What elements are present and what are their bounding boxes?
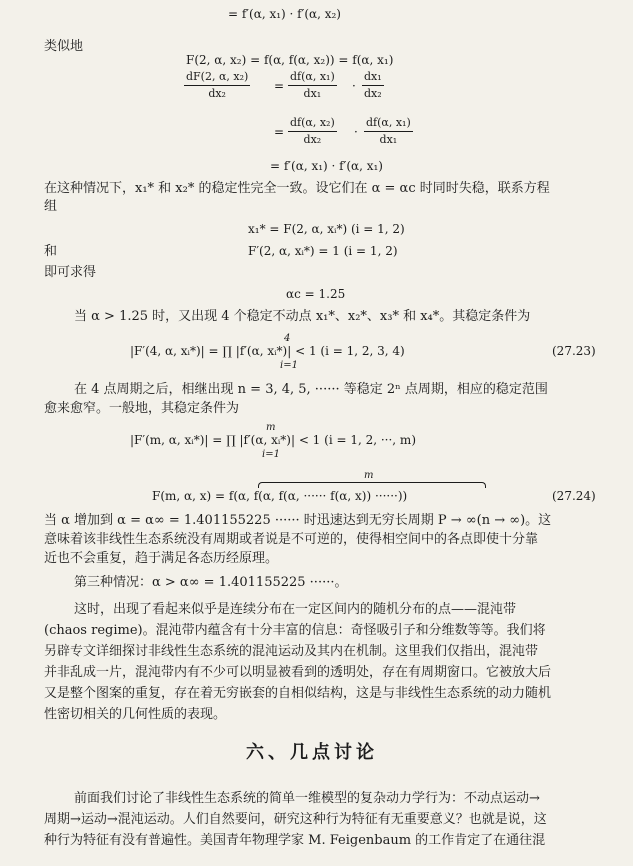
fraction — [184, 70, 250, 101]
fraction-bar — [362, 85, 384, 86]
equation-line: |F′(4, α, xᵢ*)| = ∏ |f′(α, xᵢ*)| < 1 (i = 1, 2, 3, 4) — [130, 344, 405, 358]
text-line: 第三种情况：α > α∞ = 1.401155225 ······。 — [74, 575, 348, 590]
equals-sign: = — [274, 79, 285, 93]
fraction-denominator: dx₂ — [364, 87, 382, 100]
text-line: 另辟专文详细探讨非线性生态系统的混沌运动及其内在机制。这里我们仅指出，混沌带 — [44, 644, 539, 659]
fraction-bar — [288, 85, 337, 86]
fraction — [362, 70, 384, 101]
text-line: 和 — [44, 244, 58, 259]
text-line: 周期→运动→混沌运动。人们自然要问，研究这种行为特征有无重要意义？也就是说，这 — [44, 812, 547, 827]
text-line: 在这种情况下，x₁* 和 x₂* 的稳定性完全一致。设它们在 α = αc 时同时失稳，联系方程 — [44, 181, 550, 196]
fraction-bar — [184, 85, 250, 86]
equation-line: αc = 1.25 — [286, 287, 346, 301]
text-line: 前面我们讨论了非线性生态系统的简单一维模型的复杂动力学行为：不动点运动→ — [74, 791, 540, 806]
text-line: 近也不会重复，趋于满足各态历经原理。 — [44, 551, 279, 566]
dot-operator: · — [352, 79, 356, 93]
fraction-bar — [288, 131, 337, 132]
fraction-denominator: dx₂ — [303, 133, 322, 146]
text-line: 组 — [44, 199, 58, 214]
fraction-numerator: dx₁ — [364, 70, 382, 83]
fraction-denominator: dx₁ — [303, 87, 322, 100]
fraction — [364, 116, 413, 147]
equation-line: |F′(m, α, xᵢ*)| = ∏ |f′(α, xᵢ*)| < 1 (i = 1, 2, ···, m) — [130, 433, 416, 447]
equation-line: = f′(α, x₁) · f′(α, x₁) — [270, 159, 383, 173]
equation-line: x₁* = F(2, α, xᵢ*) (i = 1, 2) — [248, 222, 405, 236]
product-upper-limit: m — [266, 422, 276, 433]
equation-number: (27.23) — [552, 344, 596, 358]
text-line: 又是整个图案的重复，存在着无穷嵌套的自相似结构，这是与非线性生态系统的动力随机 — [44, 686, 552, 701]
fraction-numerator: df(α, x₁) — [290, 70, 335, 83]
product-upper-limit: 4 — [284, 333, 291, 344]
text-line: 种行为特征有没有普遍性。美国青年物理学家 M. Feigenbaum 的工作肯定了在通往混 — [44, 833, 546, 848]
text-line: 类似地 — [44, 39, 84, 54]
text-line: 当 α > 1.25 时，又出现 4 个稳定不动点 x₁*、x₂*、x₃* 和 x₄*。其稳定条件为 — [74, 309, 531, 324]
text-line: 这时，出现了看起来似乎是连续分布在一定区间内的随机分布的点——混沌带 — [74, 602, 517, 617]
equation-line: F(m, α, x) = f(α, f(α, f(α, ······ f(α, x)) ······)) — [152, 489, 408, 503]
text-line: (chaos regime)。混沌带内蕴含有十分丰富的信息：奇怪吸引子和分维数等等。我们将 — [44, 623, 546, 638]
fraction — [288, 70, 337, 101]
equation-line: = f′(α, x₁) · f′(α, x₂) — [228, 7, 341, 21]
text-line: 愈来愈窄。一般地，其稳定条件为 — [44, 401, 240, 416]
product-lower-limit: i=1 — [280, 360, 298, 371]
equation-line: F(2, α, x₂) = f(α, f(α, x₂)) = f(α, x₁) — [186, 53, 394, 67]
fraction-denominator: dx₁ — [379, 133, 398, 146]
equals-sign: = — [274, 125, 285, 139]
text-line: 并非乱成一片，混沌带内有不少可以明显被看到的透明处，存在有周期窗口。它被放大后 — [44, 665, 552, 680]
text-line: 即可求得 — [44, 265, 97, 280]
section-heading: 六、几点讨论 — [246, 742, 378, 763]
text-line: 当 α 增加到 α = α∞ = 1.401155225 ······ 时迅速达到无穷长周期 P → ∞(n → ∞)。这 — [44, 513, 552, 528]
product-lower-limit: i=1 — [262, 449, 280, 460]
fraction-denominator: dx₂ — [208, 87, 226, 100]
fraction-numerator: df(α, x₁) — [366, 116, 411, 129]
equation-line: F′(2, α, xᵢ*) = 1 (i = 1, 2) — [248, 244, 398, 258]
brace-label: m — [364, 470, 374, 481]
fraction-numerator: df(α, x₂) — [290, 116, 335, 129]
equation-number: (27.24) — [552, 489, 596, 503]
fraction — [288, 116, 337, 147]
fraction-bar — [364, 131, 413, 132]
text-line: 性密切相关的几何性质的表现。 — [44, 707, 227, 722]
text-line: 意味着该非线性生态系统没有周期或者说是不可逆的，使得相空间中的各点即使十分靠 — [44, 532, 539, 547]
dot-operator: · — [354, 125, 358, 139]
fraction-numerator: dF(2, α, x₂) — [186, 70, 249, 83]
text-line: 在 4 点周期之后，相继出现 n = 3, 4, 5, ······ 等稳定 2ⁿ 点周期，相应的稳定范围 — [74, 382, 548, 397]
